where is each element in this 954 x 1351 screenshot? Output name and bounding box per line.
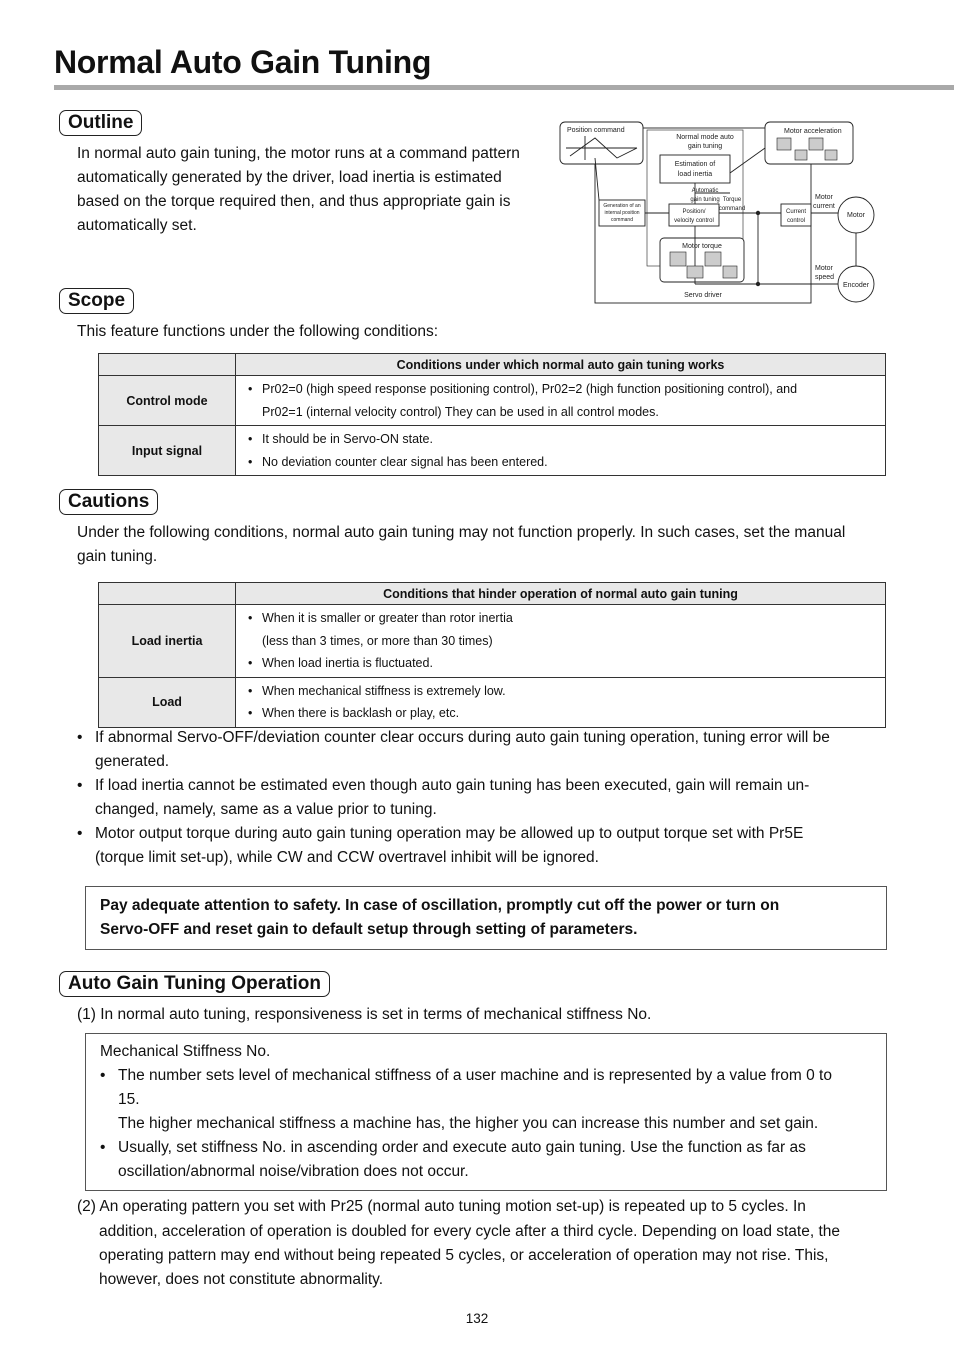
dlabel-motor-acceleration: Motor acceleration	[784, 128, 842, 135]
bullet-line: • If abnormal Servo-OFF/deviation counter clear occurs during auto gain tuning operation, tuning error will be	[95, 729, 830, 746]
operation-item-2-line4: however, does not constitute abnormality.	[99, 1271, 384, 1288]
warning-line: Servo-OFF and reset gain to default setup through setting of parameters.	[100, 921, 638, 938]
cautions-heading: Cautions	[59, 489, 158, 515]
dlabel-encoder: Encoder	[842, 282, 870, 289]
list-item: • When mechanical stiffness is extremely low.	[248, 680, 885, 703]
page-number: 132	[465, 1311, 489, 1326]
bullet-line: (torque limit set-up), while CW and CCW overtravel inhibit will be ignored.	[95, 849, 599, 866]
dlabel-current-1: Current	[785, 209, 807, 215]
dlabel-motor-current-1: Motor	[815, 194, 833, 201]
cautions-table-corner	[99, 583, 236, 605]
cautions-table-header: Conditions that hinder operation of normal auto gain tuning	[236, 583, 886, 605]
scope-table	[98, 353, 886, 476]
outline-heading: Outline	[59, 110, 142, 136]
cautions-intro-1: Under the following conditions, normal auto gain tuning may not function properly. In such cases, set the manual	[77, 524, 846, 541]
bullet-line: generated.	[95, 753, 170, 770]
stiffness-b1-line3: The higher mechanical stiffness a machine has, the higher you can increase this number and set gain.	[118, 1115, 819, 1132]
stiffness-b2-line2: oscillation/abnormal noise/vibration does not occur.	[118, 1163, 469, 1180]
dlabel-posvel-2: velocity control	[674, 218, 714, 224]
list-item	[77, 726, 877, 774]
bullet-dot: •	[100, 1139, 106, 1156]
stiffness-box-title: Mechanical Stiffness No.	[100, 1043, 271, 1060]
cautions-bullets	[77, 726, 877, 870]
operation-item-1: (1) In normal auto tuning, responsiveness is set in terms of mechanical stiffness No.	[77, 1006, 652, 1023]
title-rule	[54, 85, 954, 90]
stiffness-b2-line1: Usually, set stiffness No. in ascending order and execute auto gain tuning. Use the function as far as	[118, 1139, 806, 1156]
dlabel-motor-speed-1: Motor	[815, 265, 833, 272]
cautions-intro-2: gain tuning.	[77, 548, 158, 565]
dlabel-generation-1: Generation of an	[603, 203, 641, 209]
dlabel-automatic-1: Automatic	[691, 188, 719, 194]
table-row	[99, 376, 886, 426]
operation-heading: Auto Gain Tuning Operation	[59, 971, 330, 997]
operation-item-2-line1: (2) An operating pattern you set with Pr25 (normal auto tuning motion set-up) is repeated up to 5 cycles. In	[77, 1198, 806, 1215]
dlabel-automatic-2: gain tuning	[690, 197, 720, 203]
bullet-line: • Motor output torque during auto gain tuning operation may be allowed up to output torque set with Pr5E	[95, 825, 804, 842]
dlabel-posvel-1: Position/	[682, 209, 706, 215]
scope-intro: This feature functions under the following conditions:	[77, 323, 439, 340]
scope-table-header: Conditions under which normal auto gain tuning works	[236, 354, 886, 376]
list-item	[77, 822, 877, 870]
bullet-line: changed, namely, same as a value prior to tuning.	[95, 801, 437, 818]
table-row	[99, 426, 886, 476]
auto-gain-tuning-diagram	[555, 118, 885, 308]
cautions-table	[98, 582, 886, 728]
item-line: (less than 3 times, or more than 30 times)	[262, 633, 493, 648]
dlabel-motor-speed-2: speed	[815, 274, 835, 281]
operation-item-2-line3: operating pattern may end without being repeated 5 cycles, or acceleration of operation may not rise. This,	[99, 1247, 829, 1264]
page-title: Normal Auto Gain Tuning	[54, 44, 432, 80]
row-label: Load	[99, 677, 236, 727]
dlabel-position-command: Position command	[567, 127, 625, 134]
list-item: • It should be in Servo-ON state.	[248, 428, 885, 451]
list-item: • When load inertia is fluctuated.	[248, 652, 885, 675]
item-line: When it is smaller or greater than rotor inertia	[262, 611, 513, 625]
dlabel-normal-mode-1: Normal mode auto	[676, 134, 734, 141]
outline-text: In normal auto gain tuning, the motor runs at a command pattern automatically generated by the driver, load inertia is estimated based on the torque required then, and thus appropriate gain is automatically set.	[77, 145, 520, 234]
list-item	[248, 607, 885, 652]
dlabel-estimation-1: Estimation of	[674, 161, 716, 168]
item-line: Pr02=0 (high speed response positioning control), Pr02=2 (high function positioning control), and	[262, 382, 798, 396]
row-label: Load inertia	[99, 605, 236, 678]
row-label: Control mode	[99, 376, 236, 426]
table-row	[99, 605, 886, 678]
scope-table-corner	[99, 354, 236, 376]
dlabel-servo-driver: Servo driver	[684, 292, 722, 299]
dlabel-torque-command-2: command	[718, 206, 746, 212]
bullet-dot: •	[100, 1067, 106, 1084]
dlabel-estimation-2: load inertia	[677, 171, 713, 178]
item-line: Pr02=1 (internal velocity control) They can be used in all control modes.	[262, 404, 659, 419]
operation-item-2-line2: addition, acceleration of operation is doubled for every cycle after a third cycle. Depending on load state, the	[99, 1223, 841, 1240]
dlabel-motor-current-2: current	[813, 203, 835, 210]
dlabel-generation-3: command	[611, 217, 633, 223]
dlabel-torque-command-1: Torque	[722, 197, 742, 203]
bullet-line: • If load inertia cannot be estimated even though auto gain tuning has been executed, gain will remain un-	[95, 777, 810, 794]
list-item: • No deviation counter clear signal has been entered.	[248, 451, 885, 474]
dlabel-motor: Motor	[847, 212, 865, 219]
table-row	[99, 677, 886, 727]
row-label: Input signal	[99, 426, 236, 476]
warning-line: Pay adequate attention to safety. In case of oscillation, promptly cut off the power or turn on	[100, 897, 780, 914]
stiffness-b1-line1: The number sets level of mechanical stiffness of a user machine and is represented by a value from 0 to	[118, 1067, 832, 1084]
list-item	[77, 774, 877, 822]
dlabel-motor-torque: Motor torque	[682, 243, 722, 250]
list-item	[248, 378, 885, 423]
estimation-box	[660, 155, 730, 183]
stiffness-box	[85, 1033, 887, 1191]
list-item: • When there is backlash or play, etc.	[248, 702, 885, 725]
dlabel-current-2: control	[786, 218, 806, 224]
safety-warning-box	[85, 886, 887, 950]
scope-heading: Scope	[59, 288, 134, 314]
dlabel-normal-mode-2: gain tuning	[687, 143, 723, 150]
stiffness-b1-line2: 15.	[118, 1091, 140, 1108]
dlabel-generation-2: internal position	[604, 210, 640, 216]
